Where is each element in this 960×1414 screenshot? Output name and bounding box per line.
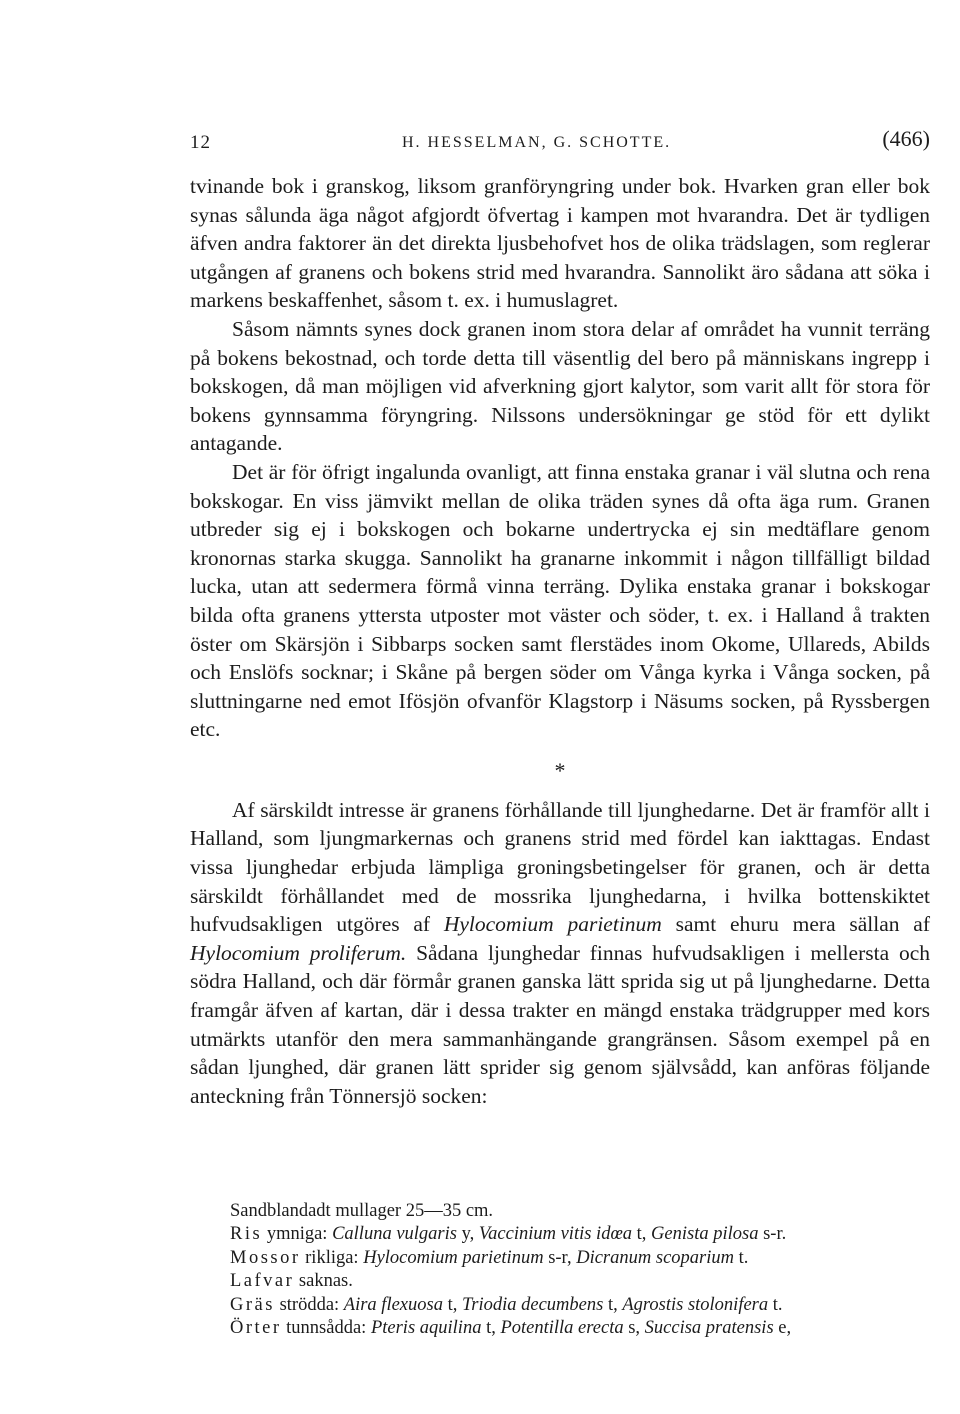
paragraph-4 (190, 796, 930, 1111)
paragraph-4-text-b: samt ehuru mera sällan af (661, 912, 931, 937)
record-text: t. (733, 1247, 749, 1268)
main-text (190, 172, 930, 1110)
record-ris (230, 1223, 930, 1246)
original-page-number: (466) (882, 126, 930, 151)
record-text: t, (603, 1294, 623, 1315)
section-separator: * (554, 757, 566, 783)
record-text: t, (632, 1224, 652, 1245)
taxon-name: Agrostis stolonifera (622, 1294, 769, 1315)
record-text: strödda: (274, 1294, 344, 1315)
taxon-name: Hylocomium parietinum (443, 912, 662, 937)
record-text: s-r. (758, 1224, 787, 1245)
record-text: y, (456, 1224, 479, 1245)
paragraph-2: Såsom nämnts synes dock granen inom stora delar af området ha vunnit terräng på bokens bekostnad, och torde detta till väsentlig del bero på människans ingrepp i bokskogen, då man möjligen vid afverkning gjort kalytor, som varit allt för stora för bokens gynnsamma föryngring. Nilssons undersökningar ge stöd för ett dylikt antagande. (190, 316, 930, 456)
paragraph-1: tvinande bok i granskog, liksom granföryngring under bok. Hvarken gran eller bok synas sålunda äga något afgjordt öfvertag i kampen mot hvarandra. Det är tydligen äfven andra faktorer än det direkta ljusbehofvet hos de olika trädslagen, som reglerar utgången af granens och bokens strid med hvarandra. Sannolikt äro sådana att söka i markens beskaffenhet, såsom t. ex. i humuslagret. (190, 174, 930, 313)
record-soil: Sandblandadt mullager 25—35 cm. (230, 1201, 494, 1221)
taxon-name: Calluna vulgaris (332, 1224, 457, 1245)
record-label: Lafvar (230, 1271, 295, 1292)
taxon-name: Vaccinium vitis idœa (478, 1224, 633, 1245)
record-text: saknas. (294, 1271, 353, 1292)
paragraph-4-text-a: Af särskildt intresse är granens förhållande till ljunghedarne. Det är framför allt i Halland, som ljungmarkernas och granens strid med fördel kan iakttagas. Endast vissa ljunghedar erbjuda lämpliga groningsbetingelser för granen, och är detta särskildt förhållandet med de mossrika ljunghedarna, i hvilka bottenskiktet hufvudsakligen utgöres af (190, 797, 930, 937)
record-label: Mossor (230, 1247, 301, 1268)
running-header (190, 126, 930, 166)
record-text: t, (481, 1318, 501, 1339)
paragraph-3: Det är för öfrigt ingalunda ovanligt, att finna enstaka granar i väl slutna och rena bokskogar. En viss jämvikt mellan de olika träden synes då ofta äga rum. Granen utbreder sig ej i bokskogen och bokarne undertrycka ej sin medtäflare genom kronornas starka skugga. Sannolikt ha granarne inkommit i någon tillfälligt bildad lucka, utan att sedermera förmå vinna terräng. Dylika enstaka granar i bokskogar bilda ofta granens yttersta utposter mot väster och söder, t. ex. i Halland å trakten öster om Skärsjön i Sibbarps socken samt flerstädes inom Okome, Ullareds, Abilds och Enslöfs socknar; i Skåne på bergen söder om Vånga kyrka i Vånga socken, på sluttningarne ned emot Ifösjön ofvanför Klagstorp i Näsums socken, på Ryssbergen etc. (190, 459, 930, 742)
record-orter (230, 1317, 930, 1340)
record-text: s, (623, 1318, 645, 1339)
taxon-name: Succisa pratensis (644, 1318, 774, 1339)
field-record (230, 1200, 930, 1340)
record-label: Ris (230, 1224, 263, 1245)
running-head-authors: H. HESSELMAN, G. SCHOTTE. (402, 134, 672, 151)
taxon-name: Potentilla erecta (500, 1318, 624, 1339)
record-lafvar (230, 1270, 930, 1293)
record-gras (230, 1294, 930, 1317)
record-text: t, (442, 1294, 462, 1315)
record-text: tunnsådda: (281, 1318, 371, 1339)
taxon-name: Genista pilosa (651, 1224, 759, 1245)
taxon-name: Pteris aquilina (370, 1318, 482, 1339)
record-text: rikliga: (300, 1247, 364, 1268)
page-number: 12 (190, 132, 211, 153)
record-label: Örter (230, 1318, 282, 1339)
taxon-name: Aira flexuosa (343, 1294, 443, 1315)
taxon-name: Hylocomium parietinum (363, 1247, 544, 1268)
paragraph-4-text-c: Sådana ljunghedar finnas hufvudsakligen i mellersta och södra Halland, och där förmår granen ganska lätt sprida sig ut på ljunghedarne. Detta framgår äfven af kartan, där i dessa trakter en mängd enstaka trädgrupper med kors utmärkts utanför den mera sammanhängande grangränsen. Såsom exempel på en sådan ljunghed, där granen lätt sprider sig genom självsådd, kan anföras följande anteckning från Tönnersjö socken: (190, 940, 930, 1108)
record-text: t. (768, 1294, 783, 1315)
record-text: s-r, (543, 1247, 577, 1268)
record-mossor (230, 1247, 930, 1270)
record-text: e, (773, 1318, 792, 1339)
taxon-name: Dicranum scoparium (576, 1247, 734, 1268)
taxon-name: Triodia decumbens (461, 1294, 604, 1315)
taxon-name: Hylocomium proliferum. (190, 940, 407, 965)
record-text: ymniga: (262, 1224, 333, 1245)
record-label: Gräs (230, 1294, 275, 1315)
